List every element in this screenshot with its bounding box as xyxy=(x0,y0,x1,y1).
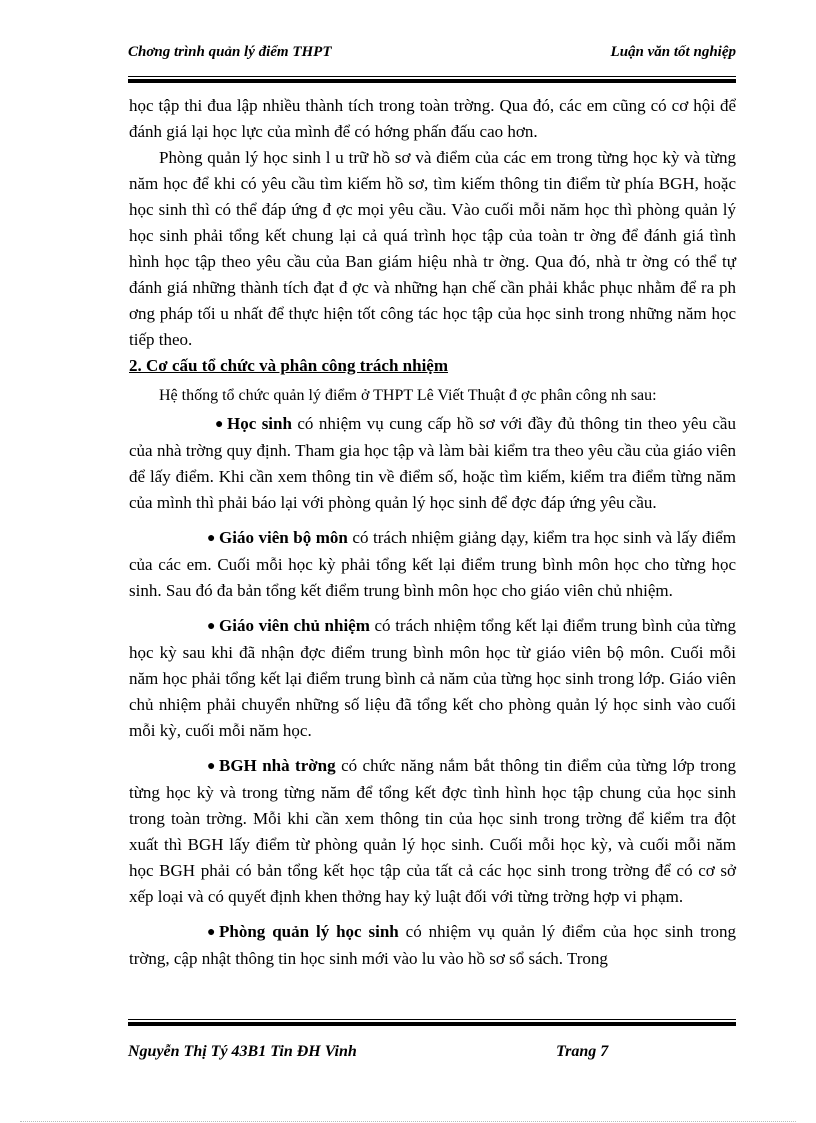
footer-rule-thick xyxy=(128,1022,736,1026)
page-header xyxy=(128,44,736,66)
header-subtitle: Luận văn tốt nghiệp xyxy=(610,44,736,60)
item-term: BGH nhà trờng xyxy=(219,756,336,775)
item-text: có nhiệm vụ quản lý điểm của học sinh trong trờng, cập nhật thông tin học sinh mới vào lu vào hồ sơ sổ sách. Trong xyxy=(129,922,736,968)
item-term: Học sinh xyxy=(227,414,292,433)
section-heading: 2. Cơ cấu tổ chức và phân công trách nhiệm xyxy=(129,356,449,375)
item-term: Phòng quản lý học sinh xyxy=(219,922,399,941)
item-term: Giáo viên chủ nhiệm xyxy=(219,616,370,635)
page-edge-divider xyxy=(20,1121,796,1122)
paragraph: Phòng quản lý học sinh l u trữ hồ sơ và điểm của các em trong từng học kỳ và từng năm học để khi có yêu cầu tìm kiếm hồ sơ, tìm kiếm thông tin điểm từ phía BGH, hoặc học sinh thì có thể đáp ứng đ ợc mọi yêu cầu. Vào cuối mỗi năm học thì phòng quản lý học sinh phải tổng kết chung lại cả quá trình học tập của toàn tr ờng để đánh giá tình hình học tập theo yêu cầu của Ban giám hiệu nhà tr ờng. Qua đó, nhà tr ờng có thể tự đánh giá những thành tích đạt đ ợc và những hạn chế cần phải khắc phục nhằm để ra ph ơng pháp tối u nhất để thực hiện tốt công tác học tập của học sinh trong những năm học tiếp theo. xyxy=(129,148,736,349)
item-text: có nhiệm vụ cung cấp hồ sơ với đầy đủ thông tin theo yêu cầu của nhà trờng quy định. Tham gia học tập và làm bài kiểm tra theo yêu cầu của giáo viên để lấy điểm. Khi cần xem thông tin về điểm số, hoặc tìm kiếm, kiểm tra điểm từng năm của mình thì phải báo lại với phòng quản lý học sinh để đợc đáp ứng yêu cầu. xyxy=(129,414,736,512)
item-text: có trách nhiệm tổng kết lại điểm trung bình của từng học kỳ sau khi đã nhận đợc điểm trung bình môn học từ giáo viên bộ môn. Cuối mỗi năm học phải tổng kết lại điểm trung bình cả năm của từng học sinh trong lớp. Giáo viên chủ nhiệm phải chuyển những số liệu đã tổng kết cho phòng quản lý học sinh vào cuối mỗi kỳ, cuối mỗi năm học. xyxy=(129,616,736,740)
footer-author: Nguyễn Thị Tý 43B1 Tin ĐH Vinh xyxy=(128,1043,357,1060)
footer-rule-thin xyxy=(128,1019,736,1020)
section-intro: Hệ thống tổ chức quản lý điểm ở THPT Lê Viết Thuật đ ợc phân công nh sau: xyxy=(159,387,657,404)
bullet-icon: ● xyxy=(215,417,224,432)
page-body xyxy=(129,93,736,972)
header-rule-thin xyxy=(128,76,736,77)
item-text: có chức năng nắm bắt thông tin điểm của từng lớp trong từng học kỳ và trong từng năm để tổng kết đợc tình hình học tập chung của học sinh trong toàn trờng. Mỗi khi cần xem thông tin của học sinh trong trờng để kiểm tra đột xuất thì BGH lấy điểm từ phòng quản lý học sinh. Cuối mỗi học kỳ, và cuối mỗi năm học BGH phải có bản tổng kết học tập của tất cả các học sinh trong trờng để có cơ sở xếp loại và có quyết định khen thởng hay kỷ luật đối với từng trờng hợp vi phạm. xyxy=(129,756,737,906)
header-title: Chơng trình quản lý điểm THPT xyxy=(128,44,332,60)
list-item xyxy=(129,525,736,604)
paragraph: học tập thi đua lập nhiều thành tích trong toàn trờng. Qua đó, các em cũng có cơ hội để đánh giá lại học lực của mình để có hớng phấn đấu cao hơn. xyxy=(129,96,736,141)
list-item xyxy=(129,753,736,910)
list-item xyxy=(129,919,736,972)
list-item xyxy=(129,613,736,744)
bullet-icon: ● xyxy=(207,759,216,774)
bullet-icon: ● xyxy=(207,619,216,634)
item-text: có trách nhiệm giảng dạy, kiểm tra học sinh và lấy điểm của các em. Cuối mỗi học kỳ phải tổng kết lại điểm trung bình môn học cho từng học sinh. Sau đó đa bản tổng kết điểm trung bình môn học cho giáo viên chủ nhiệm. xyxy=(129,528,736,600)
list-item xyxy=(129,411,736,516)
page-number: Trang 7 xyxy=(556,1043,609,1060)
header-rule-thick xyxy=(128,79,736,83)
item-term: Giáo viên bộ môn xyxy=(219,528,348,547)
bullet-icon: ● xyxy=(207,925,216,940)
bullet-icon: ● xyxy=(207,531,216,546)
page-footer xyxy=(128,1043,736,1065)
